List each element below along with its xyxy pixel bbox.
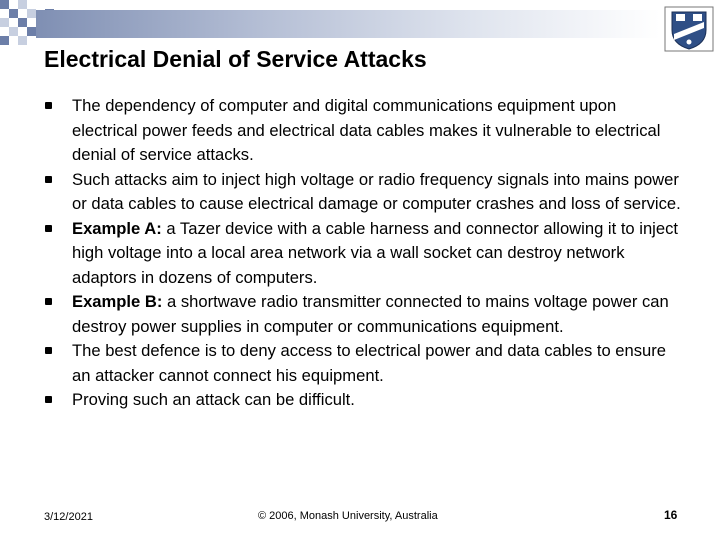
bullet-text: a shortwave radio transmitter connected to mains voltage power can destroy power supplies in computer or communications equipment. bbox=[72, 292, 669, 336]
page-number: 16 bbox=[664, 508, 678, 522]
bullet-item bbox=[44, 168, 684, 217]
square-bullet-icon bbox=[45, 298, 52, 305]
square-bullet-icon bbox=[45, 102, 52, 109]
footer-date: 3/12/2021 bbox=[44, 511, 93, 523]
bullet-item bbox=[44, 388, 684, 413]
bullet-item bbox=[44, 94, 684, 168]
bullet-lead: Example B: bbox=[72, 292, 163, 311]
bullet-text: Such attacks aim to inject high voltage or radio frequency signals into mains power or data cables to cause electrical damage or computer crashes and loss of service. bbox=[72, 169, 681, 213]
square-bullet-icon bbox=[45, 347, 52, 354]
footer-copyright: © 2006, Monash University, Australia bbox=[258, 510, 438, 522]
square-bullet-icon bbox=[45, 225, 52, 232]
monash-crest-icon bbox=[664, 6, 714, 52]
bullet-item bbox=[44, 217, 684, 291]
bullet-text: a Tazer device with a cable harness and connector allowing it to inject high voltage into a local area network via a wall socket can destroy network adaptors in dozens of computers. bbox=[72, 218, 679, 287]
bullet-text: Proving such an attack can be difficult. bbox=[72, 390, 355, 409]
bullet-text: The dependency of computer and digital communications equipment upon electrical power feeds and electrical data cables makes it vulnerable to electrical denial of service attacks. bbox=[72, 96, 661, 164]
bullet-lead: Example A: bbox=[72, 218, 162, 238]
square-bullet-icon bbox=[45, 176, 52, 183]
bullet-item bbox=[44, 290, 684, 339]
bullet-list bbox=[44, 94, 684, 413]
square-bullet-icon bbox=[45, 396, 52, 403]
header-gradient-bar bbox=[36, 10, 660, 38]
slide-title: Electrical Denial of Service Attacks bbox=[44, 46, 427, 72]
bullet-text: The best defence is to deny access to electrical power and data cables to ensure an attacker cannot connect his equipment. bbox=[72, 341, 667, 385]
bullet-item bbox=[44, 339, 684, 388]
